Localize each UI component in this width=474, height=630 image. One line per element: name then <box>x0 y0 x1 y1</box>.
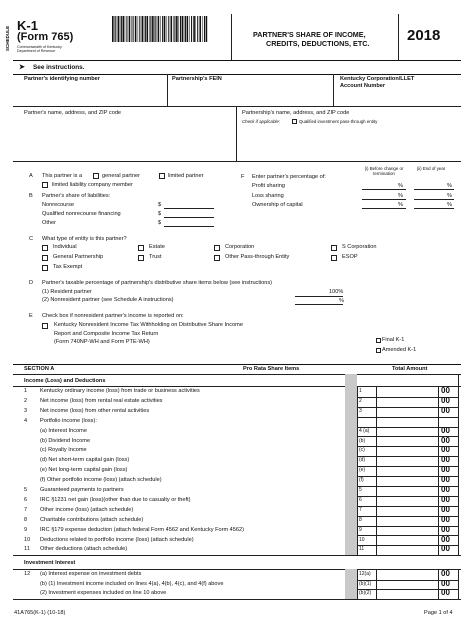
percent-sign: % <box>447 202 452 208</box>
amended-k1-label: Amended K-1 <box>382 347 417 353</box>
nonresident-field[interactable] <box>295 304 343 305</box>
amount-field[interactable] <box>377 427 438 437</box>
line-box-label: 12(a) <box>359 571 371 577</box>
general-partnership-checkbox[interactable] <box>42 255 48 261</box>
table-row <box>0 580 474 590</box>
amount-field[interactable] <box>377 437 438 447</box>
form-name: (Form 765) <box>17 31 74 43</box>
table-row <box>0 417 474 427</box>
line-label: (d) Net short-term capital gain (loss) <box>40 457 130 464</box>
amount-field[interactable] <box>377 456 438 466</box>
col1-header: (i) Before change or termination <box>364 166 404 176</box>
amount-field[interactable] <box>377 486 438 496</box>
table-row <box>0 516 474 526</box>
form-id: 41A765(K-1) (10-18) <box>14 610 66 616</box>
cents-zero: 00 <box>441 405 450 415</box>
see-instructions[interactable]: See instructions. <box>33 64 85 71</box>
amount-field[interactable] <box>377 387 438 397</box>
composite-forms-label: (Form 740NP-WH and Form PTE-WH) <box>54 339 150 345</box>
line-box-label: (c) <box>359 447 365 454</box>
line-label: (e) Net long-term capital gain (loss) <box>40 467 128 474</box>
amount-field[interactable] <box>377 516 438 526</box>
cents-zero: 00 <box>441 395 450 405</box>
section-d-letter: D <box>29 280 34 286</box>
line-number: 10 <box>24 536 31 543</box>
resident-label: (1) Resident partner <box>42 289 92 295</box>
line-label: (a) Interest expense on investment debts <box>40 571 142 577</box>
income-group-label: Income (Loss) and Deductions <box>24 378 106 384</box>
line-box-label: (b) <box>359 437 366 444</box>
line-box-label: 7 <box>359 506 362 513</box>
cents-zero: 00 <box>441 485 450 494</box>
section-a-letter: A <box>29 173 33 179</box>
cents-zero: 00 <box>441 435 450 445</box>
line-box-label: (e) <box>359 467 366 474</box>
investment-group-label: Investment Interest <box>24 560 76 566</box>
line-label: Deductions related to portfolio income (loss) (attach schedule) <box>40 536 194 543</box>
table-row <box>0 466 474 476</box>
cents-zero: 00 <box>441 475 450 485</box>
line-label: Charitable contributions (attach schedule) <box>40 516 144 523</box>
line-box-label: 5 <box>359 487 362 493</box>
individual-label: Individual <box>53 244 77 250</box>
section-d-text: Partner's taxable percentage of partnership's distributive share items below (see instructions) <box>42 280 273 286</box>
line-label: IRC §1231 net gain (loss)(other than due to casualty or theft) <box>40 496 191 503</box>
line-label: Other deductions (attach schedule) <box>40 546 128 553</box>
arrow-icon: ➤ <box>19 64 25 71</box>
other-pte-label: Other Pass-through Entity <box>225 254 290 260</box>
profit-label: Profit sharing <box>252 183 285 189</box>
tax-exempt-checkbox[interactable] <box>42 265 48 271</box>
line-number: 8 <box>24 516 28 523</box>
line-box-label: (f) <box>359 477 364 484</box>
total-amount-header: Total Amount <box>392 366 428 372</box>
corporation-label: Corporation <box>225 244 255 250</box>
limited-partner-checkbox[interactable] <box>159 173 165 179</box>
percent-sign: % <box>398 183 403 189</box>
dollar-sign: $ <box>158 202 162 208</box>
section-f-text: Enter partner's percentage of: <box>252 174 326 180</box>
composite-label: Report and Composite Income Tax Return <box>54 331 159 337</box>
other-pte-checkbox[interactable] <box>214 255 220 261</box>
amount-field[interactable] <box>377 570 438 580</box>
general-partner-checkbox[interactable] <box>93 173 99 179</box>
qualified-ptr-label: Qualified investment pass-through entity <box>299 119 378 124</box>
table-row <box>0 536 474 546</box>
check-if-applicable: Check if applicable: <box>242 119 281 124</box>
llc-member-checkbox[interactable] <box>42 182 48 188</box>
line-box-label: 3 <box>359 407 362 414</box>
amount-field[interactable] <box>377 580 438 590</box>
amount-field[interactable] <box>377 476 438 486</box>
line-box-label: 2 <box>359 397 362 404</box>
nonrecourse-field[interactable] <box>164 208 214 209</box>
cents-zero: 00 <box>441 465 450 475</box>
estate-label: Estate <box>149 244 165 250</box>
qualified-ptr-checkbox[interactable] <box>292 119 297 124</box>
line-box-label: (b)(1) <box>359 580 372 587</box>
line-box-label: 6 <box>359 496 362 503</box>
line-box-label: (b)(2) <box>359 590 372 597</box>
agency-line2: Department of Revenue <box>17 49 56 53</box>
line-number: 5 <box>24 487 28 493</box>
section-e-letter: E <box>29 313 33 319</box>
section-f-letter: F <box>241 174 245 180</box>
line-label: Kentucky ordinary income (loss) from trade or business activities <box>40 388 200 394</box>
line-number: 3 <box>24 407 28 414</box>
final-k1-checkbox[interactable] <box>376 338 381 343</box>
partnership-fein-label: Partnership's FEIN <box>172 76 222 82</box>
trust-checkbox[interactable] <box>138 255 144 261</box>
table-row <box>0 397 474 407</box>
estate-checkbox[interactable] <box>138 245 144 251</box>
line-label: (c) Royalty Income <box>40 447 87 454</box>
cents-zero: 00 <box>441 514 450 524</box>
cents-zero: 00 <box>441 534 450 544</box>
percent-sign: % <box>398 202 403 208</box>
table-row <box>0 456 474 466</box>
line-number: 6 <box>24 496 28 503</box>
table-row <box>0 526 474 536</box>
section-a-header: SECTION A <box>24 366 55 372</box>
nonresident-withholding-checkbox[interactable] <box>42 323 48 329</box>
individual-checkbox[interactable] <box>42 245 48 251</box>
amended-k1-checkbox[interactable] <box>376 348 381 353</box>
amount-field[interactable] <box>377 496 438 506</box>
table-row <box>0 486 474 496</box>
section-c-letter: C <box>29 236 34 242</box>
table-row <box>0 427 474 437</box>
ky-account-label-2: Account Number <box>340 83 386 89</box>
table-row <box>0 387 474 397</box>
tax-year: 2018 <box>407 27 441 44</box>
table-row <box>0 476 474 486</box>
esop-label: ESOP <box>342 254 358 260</box>
resident-value: 100% <box>329 289 344 295</box>
loss-label: Loss sharing <box>252 193 284 199</box>
line-label: Other income (loss) (attach schedule) <box>40 506 134 513</box>
line-number: 1 <box>24 388 28 394</box>
ky-account-label-1: Kentucky Corporation/LLET <box>340 76 415 82</box>
dollar-sign: $ <box>158 220 162 226</box>
s-corporation-label: S Corporation <box>342 244 377 250</box>
line-number: 2 <box>24 397 28 404</box>
percent-sign: % <box>398 193 403 199</box>
cents-zero: 00 <box>441 425 450 435</box>
form-number: K-1 <box>17 18 38 33</box>
nonresident-label: (2) Nonresident partner (see Schedule A instructions) <box>42 297 174 303</box>
section-b-text: Partner's share of liabilities: <box>42 193 111 199</box>
line-label: (b) (1) Investment income included on lines 4(a), 4(b), 4(c), and 4(f) above <box>40 580 224 587</box>
line-label: (2) Investment expenses included on line 10 above <box>40 590 167 597</box>
qualified-field[interactable] <box>164 217 214 218</box>
page-number: Page 1 of 4 <box>424 610 453 616</box>
line-label: (b) Dividend Income <box>40 437 91 444</box>
line-number: 7 <box>24 506 28 513</box>
section-b-letter: B <box>29 193 33 199</box>
general-partner-label: general partner <box>102 173 140 179</box>
section-e-text: Check box if nonresident partner's income is reported on: <box>42 313 184 319</box>
line-number: 9 <box>24 526 28 533</box>
col2-header: (ii) End of year <box>416 166 446 171</box>
line-label: Net income (loss) from other rental activities <box>40 407 150 414</box>
cents-zero: 00 <box>441 524 450 534</box>
line-label: Net income (loss) from rental real estate activities <box>40 397 163 404</box>
dollar-sign: $ <box>158 211 162 217</box>
amount-field[interactable] <box>377 466 438 476</box>
line-box-label: (d) <box>359 457 366 464</box>
esop-checkbox[interactable] <box>331 255 337 261</box>
percent-sign: % <box>447 183 452 189</box>
amount-field[interactable] <box>377 545 438 555</box>
form-title-line2: CREDITS, DEDUCTIONS, ETC. <box>266 39 370 48</box>
cents-zero: 00 <box>441 504 450 514</box>
barcode <box>112 16 208 50</box>
other-field[interactable] <box>164 226 214 227</box>
cents-zero: 00 <box>441 588 450 598</box>
table-row <box>0 496 474 506</box>
schedule-vertical-label: SCHEDULE <box>5 25 11 52</box>
line-number: 11 <box>24 546 30 553</box>
amount-field[interactable] <box>377 407 438 417</box>
line-box-label: 10 <box>359 536 365 543</box>
line-box-label: 11 <box>359 546 365 553</box>
capital-label: Ownership of capital <box>252 202 303 208</box>
table-row <box>0 545 474 555</box>
amount-field[interactable] <box>377 526 438 536</box>
line-label: (f) Other portfolio income (loss) (attach schedule) <box>40 477 162 484</box>
table-row <box>0 570 474 580</box>
final-k1-label: Final K-1 <box>382 337 405 343</box>
partner-id-label: Partner's identifying number <box>24 76 100 82</box>
llc-member-label: limited liability company member <box>52 182 133 188</box>
cents-zero: 00 <box>441 544 450 554</box>
amount-field[interactable] <box>377 446 438 456</box>
line-label: Guaranteed payments to partners <box>40 487 124 493</box>
section-c-text: What type of entity is this partner? <box>42 236 127 242</box>
cents-zero: 00 <box>441 494 450 504</box>
pro-rata-header: Pro Rata Share Items <box>243 366 300 372</box>
line-box-label: 1 <box>359 388 362 394</box>
limited-partner-label: limited partner <box>168 173 204 179</box>
nonrecourse-label: Nonrecourse <box>42 202 75 208</box>
line-number: 12 <box>24 571 31 577</box>
cents-zero: 00 <box>441 578 450 588</box>
line-number: 4 <box>24 417 28 424</box>
cents-zero: 00 <box>441 386 450 395</box>
trust-label: Trust <box>149 254 162 260</box>
general-partnership-label: General Partnership <box>53 254 104 260</box>
table-row <box>0 446 474 456</box>
cents-zero: 00 <box>441 455 450 465</box>
table-row <box>0 437 474 447</box>
amount-field[interactable] <box>377 536 438 546</box>
form-title-line1: PARTNER'S SHARE OF INCOME, <box>253 30 366 39</box>
percent-sign: % <box>447 193 452 199</box>
tax-exempt-label: Tax Exempt <box>53 264 83 270</box>
line-label: IRC §179 expense deduction (attach federal Form 4562 and Kentucky Form 4562) <box>40 526 244 533</box>
line-label: Portfolio income (loss): <box>40 417 97 424</box>
cents-zero: 00 <box>441 445 450 455</box>
table-row <box>0 506 474 516</box>
nonresident-pct: % <box>339 298 344 304</box>
amount-field[interactable] <box>377 397 438 407</box>
amount-field[interactable] <box>377 589 438 599</box>
line-box-label: 8 <box>359 516 362 523</box>
agency-line1: Commonwealth of Kentucky <box>17 45 62 49</box>
s-corporation-checkbox[interactable] <box>331 245 337 251</box>
table-row <box>0 589 474 599</box>
withholding-label: Kentucky Nonresident Income Tax Withholding on Distributive Share Income <box>54 322 243 328</box>
line-label: (a) Interest Income <box>40 427 87 434</box>
partnership-address-label: Partnership's name, address, and ZIP code <box>242 110 350 116</box>
corporation-checkbox[interactable] <box>214 245 220 251</box>
cents-zero: 00 <box>441 569 450 578</box>
other-label: Other <box>42 220 56 226</box>
line-box-label: 4 (a) <box>359 427 370 434</box>
partner-address-label: Partner's name, address, and ZIP code <box>24 110 122 116</box>
line-box-label: 9 <box>359 526 362 533</box>
table-row <box>0 407 474 417</box>
amount-field[interactable] <box>377 506 438 516</box>
section-a-text: This partner is a <box>42 173 83 179</box>
qualified-label: Qualified nonrecourse financing <box>42 211 121 217</box>
